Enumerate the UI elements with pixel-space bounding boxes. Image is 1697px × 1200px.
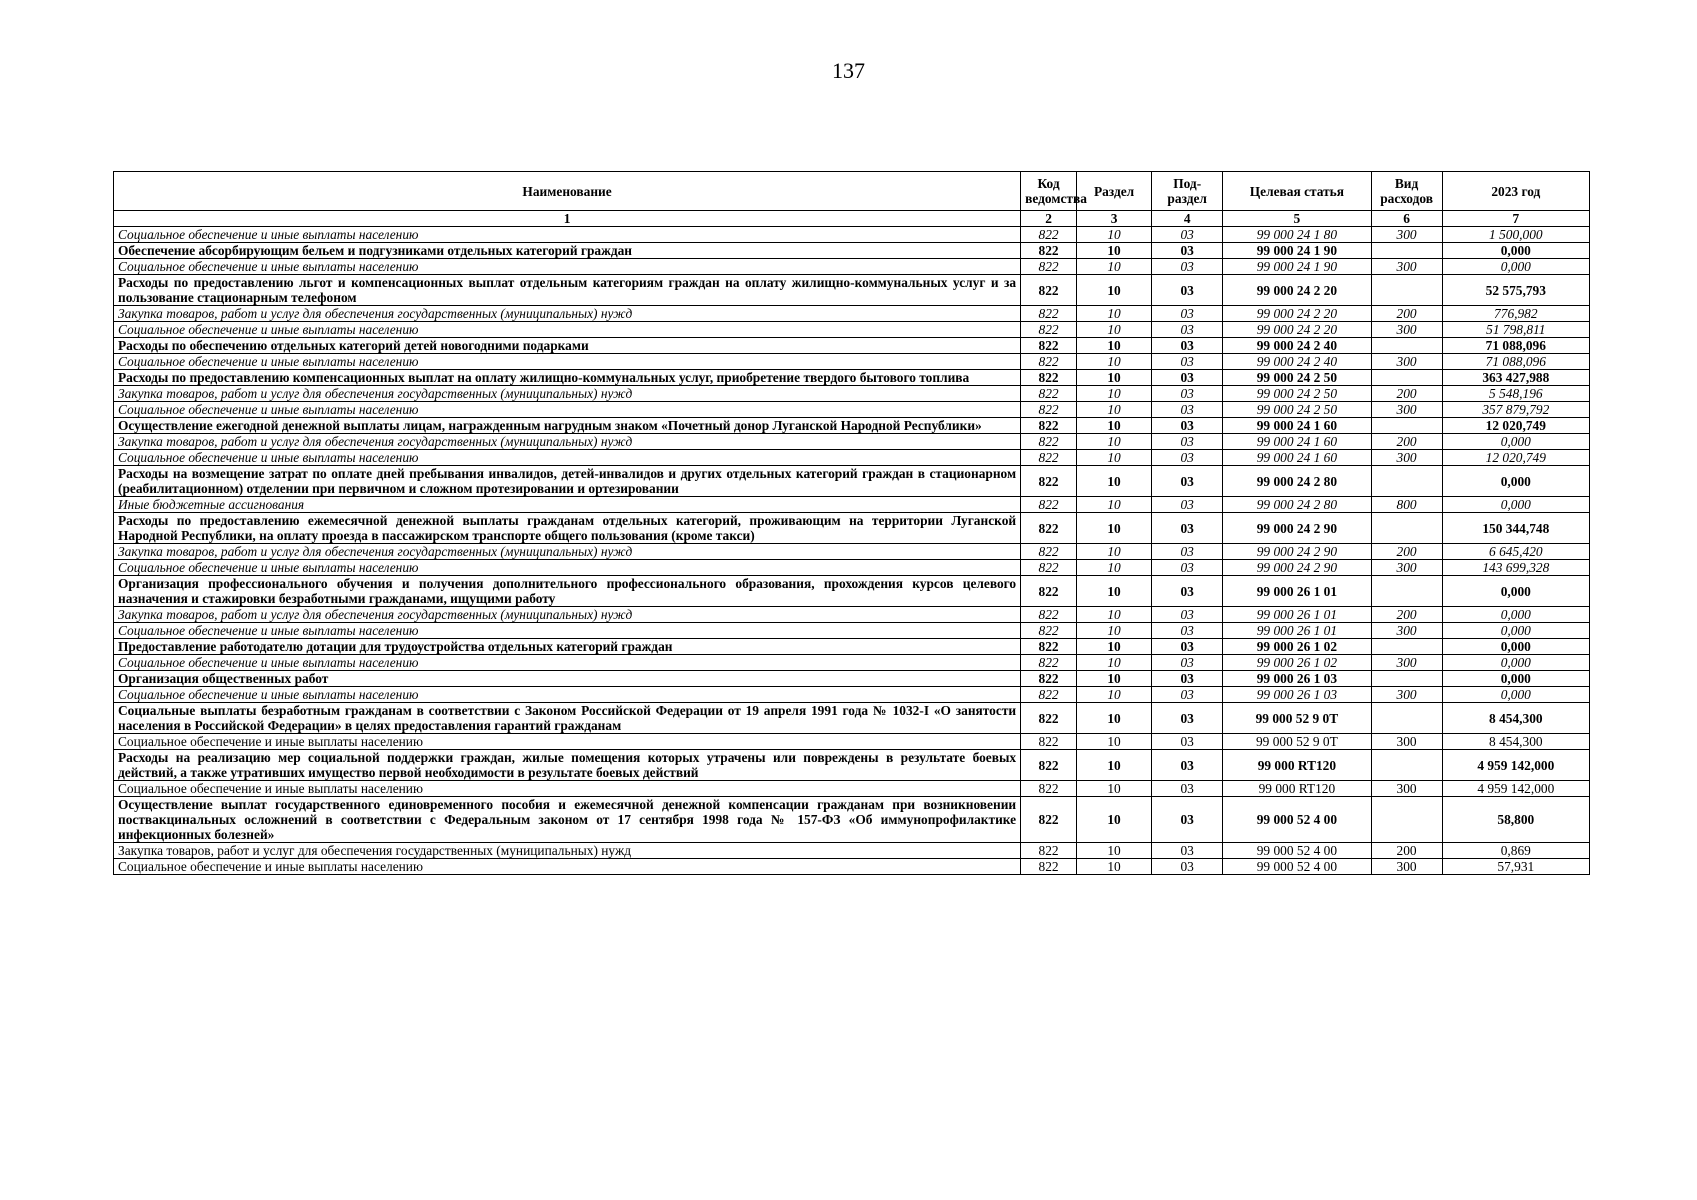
row-amount-cell: 0,000: [1442, 639, 1589, 655]
row-subsection-cell: 03: [1152, 687, 1223, 703]
row-kind-cell: 300: [1371, 560, 1442, 576]
header-name: Наименование: [114, 172, 1021, 211]
row-amount-cell: 71 088,096: [1442, 354, 1589, 370]
row-target-cell: 99 000 24 1 90: [1223, 243, 1371, 259]
table-row: [114, 243, 1590, 259]
row-dept-cell: 822: [1021, 655, 1077, 671]
row-name-cell: Закупка товаров, работ и услуг для обеспечения государственных (муниципальных) нужд: [114, 386, 1021, 402]
row-target-cell: 99 000 52 4 00: [1223, 859, 1371, 875]
row-kind-cell: [1371, 513, 1442, 544]
row-subsection-cell: 03: [1152, 734, 1223, 750]
row-amount-cell: 0,000: [1442, 243, 1589, 259]
row-name-cell: Социальное обеспечение и иные выплаты населению: [114, 859, 1021, 875]
row-name-cell: Осуществление ежегодной денежной выплаты лицам, награжденным нагрудным знаком «Почетный донор Луганской Народной Республики»: [114, 418, 1021, 434]
row-kind-cell: 300: [1371, 227, 1442, 243]
row-kind-cell: 200: [1371, 544, 1442, 560]
row-subsection-cell: 03: [1152, 576, 1223, 607]
row-name-cell: Социальное обеспечение и иные выплаты населению: [114, 354, 1021, 370]
row-section-cell: 10: [1076, 607, 1151, 623]
row-target-cell: 99 000 52 4 00: [1223, 797, 1371, 843]
row-name-cell: Закупка товаров, работ и услуг для обеспечения государственных (муниципальных) нужд: [114, 544, 1021, 560]
row-dept-cell: 822: [1021, 259, 1077, 275]
row-subsection-cell: 03: [1152, 703, 1223, 734]
row-name-cell: Социальное обеспечение и иные выплаты населению: [114, 259, 1021, 275]
table-row: [114, 259, 1590, 275]
table-row: [114, 418, 1590, 434]
row-subsection-cell: 03: [1152, 655, 1223, 671]
row-dept-cell: 822: [1021, 607, 1077, 623]
row-name-cell: Организация общественных работ: [114, 671, 1021, 687]
row-section-cell: 10: [1076, 671, 1151, 687]
header-target: Целевая статья: [1223, 172, 1371, 211]
row-kind-cell: [1371, 750, 1442, 781]
table-row: [114, 655, 1590, 671]
table-row: [114, 843, 1590, 859]
table-row: [114, 797, 1590, 843]
row-target-cell: 99 000 26 1 02: [1223, 639, 1371, 655]
row-name-cell: Расходы по предоставлению ежемесячной денежной выплаты гражданам отдельных категорий, проживающим на территории Луганской Народной Республики, на оплату проезда в пассажирском транспорте общего пользования (кроме такси): [114, 513, 1021, 544]
header-dept: Код ведомства: [1021, 172, 1077, 211]
row-section-cell: 10: [1076, 734, 1151, 750]
table-header-row: [114, 172, 1590, 211]
row-name-cell: Социальное обеспечение и иные выплаты населению: [114, 623, 1021, 639]
header-kind: Вид расходов: [1371, 172, 1442, 211]
row-subsection-cell: 03: [1152, 338, 1223, 354]
row-amount-cell: 0,000: [1442, 623, 1589, 639]
row-amount-cell: 4 959 142,000: [1442, 750, 1589, 781]
row-subsection-cell: 03: [1152, 275, 1223, 306]
row-subsection-cell: 03: [1152, 859, 1223, 875]
row-dept-cell: 822: [1021, 354, 1077, 370]
row-dept-cell: 822: [1021, 750, 1077, 781]
row-kind-cell: 200: [1371, 434, 1442, 450]
table-row: [114, 466, 1590, 497]
row-target-cell: 99 000 24 2 40: [1223, 338, 1371, 354]
table-body: [114, 227, 1590, 875]
row-dept-cell: 822: [1021, 227, 1077, 243]
row-subsection-cell: 03: [1152, 402, 1223, 418]
row-dept-cell: 822: [1021, 402, 1077, 418]
row-name-cell: Осуществление выплат государственного единовременного пособия и ежемесячной денежной компенсации гражданам при возникновении поствакцинальных осложнений в соответствии с Федеральным законом от 17 сентября 1998 года № 157-ФЗ «Об иммунопрофилактике инфекционных болезней»: [114, 797, 1021, 843]
row-target-cell: 99 000 24 2 20: [1223, 275, 1371, 306]
row-section-cell: 10: [1076, 859, 1151, 875]
row-name-cell: Обеспечение абсорбирующим бельем и подгузниками отдельных категорий граждан: [114, 243, 1021, 259]
row-section-cell: 10: [1076, 843, 1151, 859]
row-subsection-cell: 03: [1152, 306, 1223, 322]
row-amount-cell: 0,000: [1442, 434, 1589, 450]
row-subsection-cell: 03: [1152, 781, 1223, 797]
row-target-cell: 99 000 24 2 90: [1223, 513, 1371, 544]
column-number: 7: [1442, 211, 1589, 227]
row-subsection-cell: 03: [1152, 450, 1223, 466]
row-target-cell: 99 000 24 1 60: [1223, 450, 1371, 466]
row-target-cell: 99 000 24 1 60: [1223, 418, 1371, 434]
row-target-cell: 99 000 RT120: [1223, 781, 1371, 797]
row-amount-cell: 5 548,196: [1442, 386, 1589, 402]
row-kind-cell: 300: [1371, 623, 1442, 639]
column-number-row: [114, 211, 1590, 227]
row-amount-cell: 0,000: [1442, 497, 1589, 513]
header-section: Раздел: [1076, 172, 1151, 211]
row-amount-cell: 0,000: [1442, 576, 1589, 607]
row-name-cell: Расходы по предоставлению льгот и компенсационных выплат отдельным категориям граждан на оплату жилищно-коммунальных услуг и за пользование стационарным телефоном: [114, 275, 1021, 306]
row-amount-cell: 0,000: [1442, 671, 1589, 687]
row-name-cell: Закупка товаров, работ и услуг для обеспечения государственных (муниципальных) нужд: [114, 607, 1021, 623]
row-section-cell: 10: [1076, 639, 1151, 655]
row-amount-cell: 357 879,792: [1442, 402, 1589, 418]
row-kind-cell: [1371, 797, 1442, 843]
row-subsection-cell: 03: [1152, 560, 1223, 576]
row-dept-cell: 822: [1021, 843, 1077, 859]
table-row: [114, 450, 1590, 466]
row-section-cell: 10: [1076, 623, 1151, 639]
row-section-cell: 10: [1076, 655, 1151, 671]
row-dept-cell: 822: [1021, 797, 1077, 843]
row-target-cell: 99 000 52 9 0Т: [1223, 703, 1371, 734]
row-name-cell: Закупка товаров, работ и услуг для обеспечения государственных (муниципальных) нужд: [114, 306, 1021, 322]
row-subsection-cell: 03: [1152, 243, 1223, 259]
row-amount-cell: 12 020,749: [1442, 418, 1589, 434]
row-section-cell: 10: [1076, 402, 1151, 418]
row-target-cell: 99 000 24 2 20: [1223, 306, 1371, 322]
row-target-cell: 99 000 RT120: [1223, 750, 1371, 781]
row-section-cell: 10: [1076, 243, 1151, 259]
row-name-cell: Социальное обеспечение и иные выплаты населению: [114, 322, 1021, 338]
row-amount-cell: 51 798,811: [1442, 322, 1589, 338]
row-dept-cell: 822: [1021, 560, 1077, 576]
row-target-cell: 99 000 52 4 00: [1223, 843, 1371, 859]
row-subsection-cell: 03: [1152, 322, 1223, 338]
row-target-cell: 99 000 26 1 02: [1223, 655, 1371, 671]
table-row: [114, 322, 1590, 338]
row-kind-cell: 800: [1371, 497, 1442, 513]
row-dept-cell: 822: [1021, 544, 1077, 560]
row-amount-cell: 363 427,988: [1442, 370, 1589, 386]
page-number: 137: [832, 58, 865, 83]
row-section-cell: 10: [1076, 544, 1151, 560]
row-name-cell: Расходы по предоставлению компенсационных выплат на оплату жилищно-коммунальных услуг, приобретение твердого бытового топлива: [114, 370, 1021, 386]
row-kind-cell: [1371, 275, 1442, 306]
row-dept-cell: 822: [1021, 781, 1077, 797]
row-section-cell: 10: [1076, 259, 1151, 275]
row-subsection-cell: 03: [1152, 750, 1223, 781]
row-section-cell: 10: [1076, 513, 1151, 544]
row-kind-cell: 300: [1371, 781, 1442, 797]
row-name-cell: Социальное обеспечение и иные выплаты населению: [114, 560, 1021, 576]
row-target-cell: 99 000 24 2 50: [1223, 402, 1371, 418]
row-amount-cell: 143 699,328: [1442, 560, 1589, 576]
row-dept-cell: 822: [1021, 687, 1077, 703]
column-number: 1: [114, 211, 1021, 227]
row-amount-cell: 58,800: [1442, 797, 1589, 843]
row-name-cell: Социальное обеспечение и иные выплаты населению: [114, 781, 1021, 797]
row-name-cell: Организация профессионального обучения и получения дополнительного профессионального образования, прохождения курсов целевого назначения и стажировки безработными гражданами, ищущими работу: [114, 576, 1021, 607]
row-section-cell: 10: [1076, 781, 1151, 797]
row-dept-cell: 822: [1021, 734, 1077, 750]
row-kind-cell: 200: [1371, 306, 1442, 322]
row-name-cell: Социальное обеспечение и иные выплаты населению: [114, 450, 1021, 466]
table-row: [114, 639, 1590, 655]
row-amount-cell: 150 344,748: [1442, 513, 1589, 544]
row-kind-cell: 200: [1371, 843, 1442, 859]
row-kind-cell: 300: [1371, 402, 1442, 418]
table-row: [114, 687, 1590, 703]
row-name-cell: Расходы на возмещение затрат по оплате дней пребывания инвалидов, детей-инвалидов и других отдельных категорий граждан в стационарном (реабилитационном) отделении при первичном и сложном протезировании и ортезировании: [114, 466, 1021, 497]
table-row: [114, 781, 1590, 797]
row-amount-cell: 1 500,000: [1442, 227, 1589, 243]
row-target-cell: 99 000 26 1 01: [1223, 623, 1371, 639]
row-kind-cell: 300: [1371, 655, 1442, 671]
table-row: [114, 370, 1590, 386]
column-number: 5: [1223, 211, 1371, 227]
row-section-cell: 10: [1076, 497, 1151, 513]
row-kind-cell: [1371, 418, 1442, 434]
row-kind-cell: 300: [1371, 259, 1442, 275]
row-name-cell: Социальные выплаты безработным гражданам в соответствии с Законом Российской Федерации от 19 апреля 1991 года № 1032-I «О занятости населения в Российской Федерации» в целях предоставления гарантий гражданам: [114, 703, 1021, 734]
row-target-cell: 99 000 52 9 0Т: [1223, 734, 1371, 750]
row-section-cell: 10: [1076, 576, 1151, 607]
row-subsection-cell: 03: [1152, 623, 1223, 639]
row-section-cell: 10: [1076, 275, 1151, 306]
row-amount-cell: 6 645,420: [1442, 544, 1589, 560]
table-row: [114, 671, 1590, 687]
row-dept-cell: 822: [1021, 576, 1077, 607]
row-amount-cell: 71 088,096: [1442, 338, 1589, 354]
row-section-cell: 10: [1076, 434, 1151, 450]
row-target-cell: 99 000 24 2 40: [1223, 354, 1371, 370]
row-section-cell: 10: [1076, 687, 1151, 703]
row-kind-cell: 300: [1371, 734, 1442, 750]
row-kind-cell: [1371, 370, 1442, 386]
row-target-cell: 99 000 24 2 80: [1223, 466, 1371, 497]
row-dept-cell: 822: [1021, 338, 1077, 354]
table-row: [114, 703, 1590, 734]
row-target-cell: 99 000 26 1 01: [1223, 607, 1371, 623]
table-row: [114, 859, 1590, 875]
row-dept-cell: 822: [1021, 322, 1077, 338]
row-section-cell: 10: [1076, 750, 1151, 781]
row-dept-cell: 822: [1021, 623, 1077, 639]
row-amount-cell: 8 454,300: [1442, 703, 1589, 734]
row-subsection-cell: 03: [1152, 466, 1223, 497]
table-row: [114, 497, 1590, 513]
row-kind-cell: 300: [1371, 859, 1442, 875]
row-target-cell: 99 000 24 2 20: [1223, 322, 1371, 338]
row-kind-cell: 300: [1371, 322, 1442, 338]
budget-table: [113, 171, 1590, 875]
row-subsection-cell: 03: [1152, 797, 1223, 843]
row-target-cell: 99 000 24 1 60: [1223, 434, 1371, 450]
header-year: 2023 год: [1442, 172, 1589, 211]
row-target-cell: 99 000 26 1 03: [1223, 671, 1371, 687]
row-dept-cell: 822: [1021, 859, 1077, 875]
row-subsection-cell: 03: [1152, 843, 1223, 859]
row-amount-cell: 52 575,793: [1442, 275, 1589, 306]
row-section-cell: 10: [1076, 797, 1151, 843]
row-amount-cell: 0,000: [1442, 687, 1589, 703]
row-subsection-cell: 03: [1152, 418, 1223, 434]
row-amount-cell: 0,000: [1442, 655, 1589, 671]
table-row: [114, 402, 1590, 418]
row-section-cell: 10: [1076, 703, 1151, 734]
row-dept-cell: 822: [1021, 370, 1077, 386]
table-row: [114, 354, 1590, 370]
row-section-cell: 10: [1076, 338, 1151, 354]
row-subsection-cell: 03: [1152, 354, 1223, 370]
row-section-cell: 10: [1076, 370, 1151, 386]
row-name-cell: Социальное обеспечение и иные выплаты населению: [114, 402, 1021, 418]
row-subsection-cell: 03: [1152, 386, 1223, 402]
row-target-cell: 99 000 26 1 03: [1223, 687, 1371, 703]
row-kind-cell: [1371, 243, 1442, 259]
table-row: [114, 607, 1590, 623]
row-kind-cell: 300: [1371, 450, 1442, 466]
table-row: [114, 275, 1590, 306]
row-dept-cell: 822: [1021, 466, 1077, 497]
row-kind-cell: [1371, 703, 1442, 734]
row-name-cell: Социальное обеспечение и иные выплаты населению: [114, 655, 1021, 671]
row-dept-cell: 822: [1021, 306, 1077, 322]
row-amount-cell: 0,869: [1442, 843, 1589, 859]
table-row: [114, 544, 1590, 560]
row-subsection-cell: 03: [1152, 671, 1223, 687]
row-name-cell: Закупка товаров, работ и услуг для обеспечения государственных (муниципальных) нужд: [114, 843, 1021, 859]
table-row: [114, 576, 1590, 607]
row-target-cell: 99 000 24 1 80: [1223, 227, 1371, 243]
row-dept-cell: 822: [1021, 671, 1077, 687]
row-dept-cell: 822: [1021, 275, 1077, 306]
row-kind-cell: 200: [1371, 607, 1442, 623]
row-section-cell: 10: [1076, 560, 1151, 576]
row-subsection-cell: 03: [1152, 497, 1223, 513]
row-kind-cell: 300: [1371, 687, 1442, 703]
row-section-cell: 10: [1076, 386, 1151, 402]
row-amount-cell: 776,982: [1442, 306, 1589, 322]
row-name-cell: Расходы на реализацию мер социальной поддержки граждан, жилые помещения которых утрачены или повреждены в результате боевых действий, а также утративших имущество первой необходимости в результате боевых действий: [114, 750, 1021, 781]
row-target-cell: 99 000 24 2 50: [1223, 386, 1371, 402]
row-subsection-cell: 03: [1152, 434, 1223, 450]
table-row: [114, 623, 1590, 639]
row-dept-cell: 822: [1021, 497, 1077, 513]
row-target-cell: 99 000 24 1 90: [1223, 259, 1371, 275]
table-row: [114, 560, 1590, 576]
row-kind-cell: [1371, 671, 1442, 687]
row-amount-cell: 0,000: [1442, 466, 1589, 497]
row-target-cell: 99 000 24 2 80: [1223, 497, 1371, 513]
row-dept-cell: 822: [1021, 243, 1077, 259]
row-dept-cell: 822: [1021, 450, 1077, 466]
row-dept-cell: 822: [1021, 639, 1077, 655]
row-kind-cell: 300: [1371, 354, 1442, 370]
row-target-cell: 99 000 24 2 50: [1223, 370, 1371, 386]
table-row: [114, 513, 1590, 544]
row-target-cell: 99 000 26 1 01: [1223, 576, 1371, 607]
row-section-cell: 10: [1076, 322, 1151, 338]
row-section-cell: 10: [1076, 306, 1151, 322]
row-subsection-cell: 03: [1152, 544, 1223, 560]
row-section-cell: 10: [1076, 450, 1151, 466]
row-name-cell: Предоставление работодателю дотации для трудоустройства отдельных категорий граждан: [114, 639, 1021, 655]
row-dept-cell: 822: [1021, 513, 1077, 544]
row-subsection-cell: 03: [1152, 639, 1223, 655]
table-row: [114, 734, 1590, 750]
row-amount-cell: 8 454,300: [1442, 734, 1589, 750]
row-section-cell: 10: [1076, 354, 1151, 370]
row-dept-cell: 822: [1021, 418, 1077, 434]
row-amount-cell: 0,000: [1442, 259, 1589, 275]
row-kind-cell: [1371, 576, 1442, 607]
row-section-cell: 10: [1076, 418, 1151, 434]
row-dept-cell: 822: [1021, 703, 1077, 734]
table-row: [114, 386, 1590, 402]
row-dept-cell: 822: [1021, 434, 1077, 450]
row-subsection-cell: 03: [1152, 513, 1223, 544]
row-subsection-cell: 03: [1152, 607, 1223, 623]
row-amount-cell: 4 959 142,000: [1442, 781, 1589, 797]
row-dept-cell: 822: [1021, 386, 1077, 402]
row-section-cell: 10: [1076, 466, 1151, 497]
row-subsection-cell: 03: [1152, 259, 1223, 275]
header-subsection: Под-раздел: [1152, 172, 1223, 211]
row-section-cell: 10: [1076, 227, 1151, 243]
row-kind-cell: [1371, 338, 1442, 354]
row-amount-cell: 57,931: [1442, 859, 1589, 875]
column-number: 3: [1076, 211, 1151, 227]
row-name-cell: Закупка товаров, работ и услуг для обеспечения государственных (муниципальных) нужд: [114, 434, 1021, 450]
row-subsection-cell: 03: [1152, 370, 1223, 386]
column-number: 2: [1021, 211, 1077, 227]
row-name-cell: Социальное обеспечение и иные выплаты населению: [114, 227, 1021, 243]
row-target-cell: 99 000 24 2 90: [1223, 544, 1371, 560]
row-name-cell: Иные бюджетные ассигнования: [114, 497, 1021, 513]
table-row: [114, 227, 1590, 243]
table-row: [114, 750, 1590, 781]
table-row: [114, 306, 1590, 322]
table-row: [114, 338, 1590, 354]
row-name-cell: Социальное обеспечение и иные выплаты населению: [114, 687, 1021, 703]
row-kind-cell: 200: [1371, 386, 1442, 402]
row-amount-cell: 12 020,749: [1442, 450, 1589, 466]
column-number: 4: [1152, 211, 1223, 227]
row-name-cell: Социальное обеспечение и иные выплаты населению: [114, 734, 1021, 750]
row-kind-cell: [1371, 466, 1442, 497]
row-amount-cell: 0,000: [1442, 607, 1589, 623]
table-row: [114, 434, 1590, 450]
row-subsection-cell: 03: [1152, 227, 1223, 243]
row-kind-cell: [1371, 639, 1442, 655]
column-number: 6: [1371, 211, 1442, 227]
row-target-cell: 99 000 24 2 90: [1223, 560, 1371, 576]
row-name-cell: Расходы по обеспечению отдельных категорий детей новогодними подарками: [114, 338, 1021, 354]
